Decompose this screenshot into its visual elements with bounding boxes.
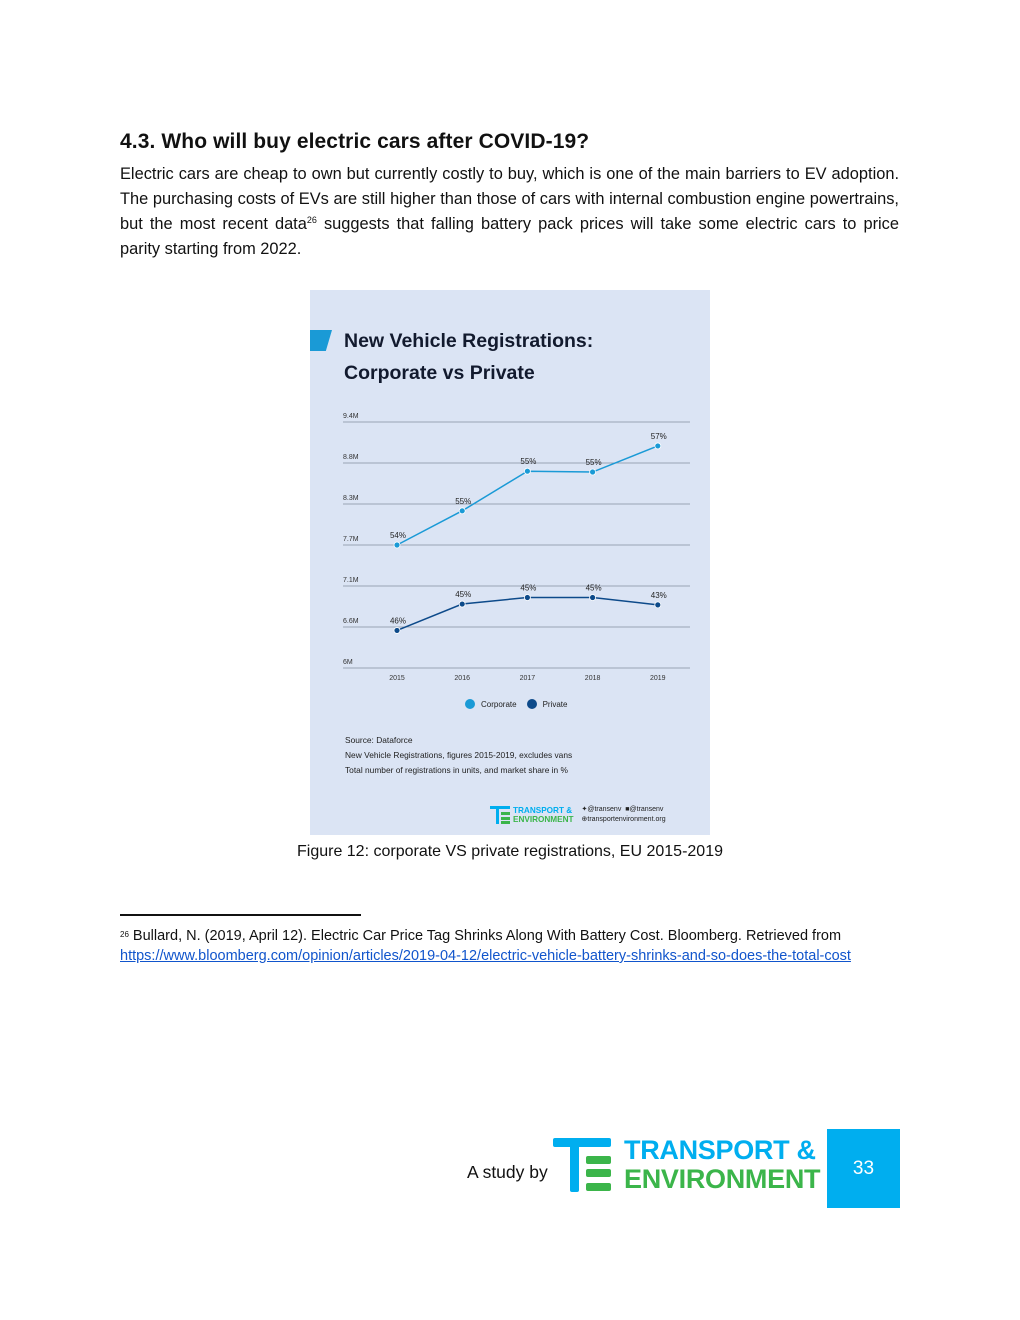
- x-tick-label-1: 2016: [454, 675, 470, 682]
- point-corporate-2015: [394, 542, 400, 548]
- mini-logo-line2: ENVIRONMENT: [513, 815, 574, 824]
- footnote-number: 26: [120, 930, 129, 939]
- twitter-icon: ✦: [581, 806, 588, 813]
- legend-corporate: [465, 699, 517, 709]
- point-corporate-2018: [590, 469, 596, 475]
- point-private-2019: [655, 602, 661, 608]
- point-private-2016: [459, 601, 465, 607]
- mini-te-logo: [490, 806, 574, 824]
- y-tick-label-1: 6.6M: [343, 618, 359, 625]
- footnote-text: Bullard, N. (2019, April 12). Electric Car Price Tag Shrinks Along With Battery Cost. Bloomberg. Retrieved from: [128, 928, 842, 944]
- y-tick-label-5: 8.8M: [343, 454, 359, 461]
- x-tick-label-3: 2018: [584, 675, 601, 682]
- point-corporate-2016: [459, 508, 465, 514]
- logo-line-2: ENVIRONMENT: [624, 1164, 821, 1194]
- legend-corporate-label: Corporate: [481, 699, 517, 709]
- y-tick-label-3: 7.7M: [343, 536, 359, 543]
- data-label-corporate-2016: 55%: [455, 496, 472, 506]
- legend-private-marker: [527, 699, 537, 709]
- y-tick-label-2: 7.1M: [343, 577, 359, 584]
- x-tick-label-4: 2019: [650, 675, 666, 682]
- te-logo-icon-large: [553, 1138, 613, 1192]
- y-tick-label-4: 8.3M: [343, 495, 359, 502]
- figure-caption: Figure 12: corporate VS private registrations, EU 2015-2019: [296, 843, 723, 860]
- x-tick-label-2: 2017: [519, 675, 536, 682]
- point-private-2017: [524, 594, 530, 600]
- legend-private-label: Private: [542, 699, 568, 709]
- data-label-private-2018: 45%: [585, 583, 602, 593]
- section-heading: 4.3. Who will buy electric cars after COVID-19?: [120, 130, 590, 153]
- data-label-private-2015: 46%: [389, 616, 407, 626]
- figure-title-line1: New Vehicle Registrations:: [344, 330, 594, 352]
- x-tick-label-0: 2015: [389, 675, 405, 682]
- data-label-corporate-2019: 57%: [650, 431, 667, 441]
- point-corporate-2017: [524, 468, 530, 474]
- footnote-divider: [120, 914, 361, 916]
- source-line-2: New Vehicle Registrations, figures 2015-2019, excludes vans: [345, 750, 573, 760]
- page-number: 33: [827, 1129, 900, 1208]
- series-line-private: [397, 597, 658, 630]
- te-logo-icon: [490, 806, 510, 824]
- y-tick-label-6: 9.4M: [343, 413, 359, 420]
- footnote: [120, 926, 865, 966]
- website-link[interactable]: transportenvironment.org: [587, 816, 666, 823]
- body-paragraph: [120, 162, 899, 262]
- point-private-2018: [590, 594, 596, 600]
- figure-source: [345, 733, 572, 778]
- y-tick-label-0: 6M: [343, 659, 353, 666]
- te-logo-wordmark: [624, 1136, 820, 1194]
- point-private-2015: [394, 627, 400, 633]
- logo-line-1: TRANSPORT &: [624, 1135, 816, 1165]
- legend-corporate-marker: [465, 699, 475, 709]
- study-by-label: A study by: [467, 1162, 548, 1182]
- data-label-corporate-2015: 54%: [389, 531, 407, 540]
- data-label-private-2019: 43%: [650, 590, 667, 600]
- footnote-link[interactable]: https://www.bloomberg.com/opinion/articles/2019-04-12/electric-vehicle-battery-shrinks-and-so-does-the-total-cost: [120, 948, 851, 964]
- mini-logo-line1: TRANSPORT &: [513, 806, 573, 815]
- data-label-private-2016: 45%: [455, 590, 472, 600]
- data-label-private-2017: 45%: [520, 583, 537, 593]
- facebook-icon: ■: [625, 806, 630, 813]
- paragraph-text-1: Electric cars are cheap to own but currently costly to buy, which is one of the main barriers to EV adoption. The purchasing costs of EVs are still higher than those of cars with internal combustion engine powertrains, but the most recent data: [120, 165, 899, 233]
- twitter-handle[interactable]: @transenv: [587, 806, 622, 813]
- figure-title-line2: Corporate vs Private: [344, 362, 535, 384]
- chart-legend: [465, 699, 577, 709]
- footnote-ref[interactable]: 26: [306, 215, 317, 225]
- point-corporate-2019: [655, 443, 661, 449]
- paragraph-text-2: suggests that falling battery pack prices will take some electric cars to price parity starting from 2022.: [120, 215, 899, 258]
- legend-private: [527, 699, 568, 709]
- figure-footer: [490, 805, 666, 825]
- data-label-corporate-2017: 55%: [520, 457, 537, 467]
- facebook-handle[interactable]: @transenv: [629, 806, 664, 813]
- data-label-corporate-2018: 55%: [585, 458, 602, 468]
- social-block: [582, 805, 666, 825]
- globe-icon: ⊕: [581, 816, 588, 823]
- registrations-figure: [310, 290, 710, 835]
- source-line-3: Total number of registrations in units, and market share in %: [345, 765, 568, 775]
- source-line-1: Source: Dataforce: [345, 735, 413, 745]
